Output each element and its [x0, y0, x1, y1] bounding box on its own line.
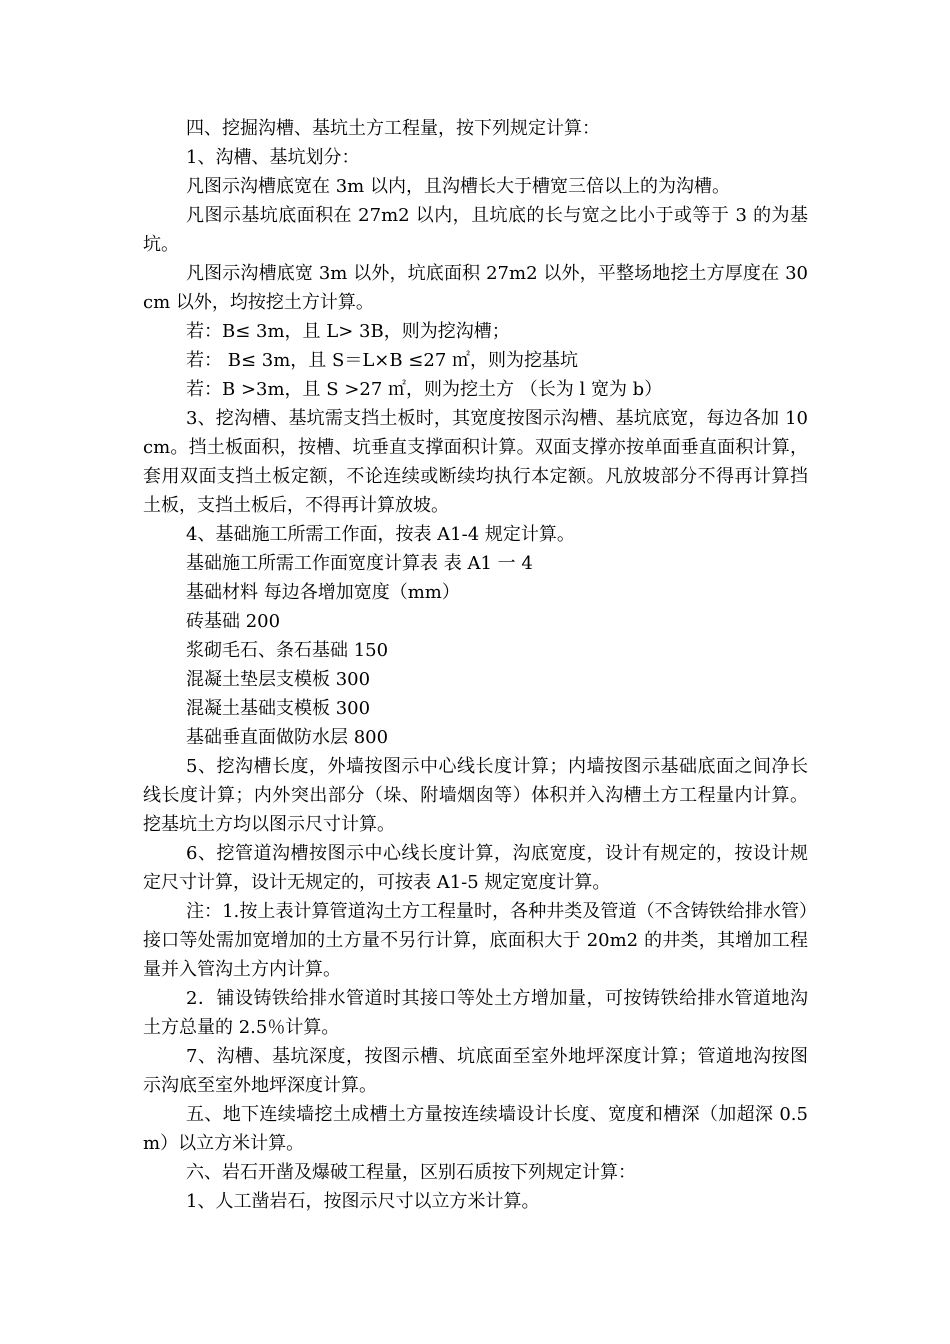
table-line: 混凝土基础支模板 300 — [186, 698, 371, 719]
table-header-line: 基础材料 每边各增加宽度（mm） — [186, 582, 460, 603]
paragraph: 若：B >3m，且 S >27 ㎡，则为挖土方 （长为 l 宽为 b） — [186, 379, 663, 400]
section-heading-5: 五、地下连续墙挖土成槽土方量按连续墙设计长度、宽度和槽深（加超深 0.5m）以立方米计算。 — [143, 1104, 808, 1154]
note-paragraph: 注：1.按上表计算管道沟土方工程量时，各种井类及管道（不含铸铁给排水管）接口等处需加宽增加的土方量不另行计算，底面积大于 20m2 的井类，其增加工程量并入管沟土方内计算。 — [143, 901, 808, 980]
paragraph: 3、挖沟槽、基坑需支挡土板时，其宽度按图示沟槽、基坑底宽，每边各加 10cm。挡土板面积，按槽、坑垂直支撑面积计算。双面支撑亦按单面垂直面积计算，套用双面支挡土板定额，不论连续或断续均执行本定额。凡放坡部分不得再计算挡土板，支挡土板后，不得再计算放坡。 — [143, 408, 808, 516]
paragraph: 若：B≤ 3m，且 L> 3B，则为挖沟槽； — [186, 321, 510, 342]
note-paragraph: 2．铺设铸铁给排水管道时其接口等处土方增加量，可按铸铁给排水管道地沟土方总量的 2.5％计算。 — [143, 988, 808, 1038]
paragraph: 7、沟槽、基坑深度，按图示槽、坑底面至室外地坪深度计算；管道地沟按图示沟底至室外地坪深度计算。 — [143, 1046, 808, 1096]
table-line: 混凝土垫层支模板 300 — [186, 669, 371, 690]
table-line: 浆砌毛石、条石基础 150 — [186, 640, 389, 661]
paragraph: 4、基础施工所需工作面，按表 A1-4 规定计算。 — [186, 524, 575, 545]
paragraph: 若： B≤ 3m，且 S＝L×B ≤27 ㎡，则为挖基坑 — [186, 350, 579, 371]
paragraph: 1、人工凿岩石，按图示尺寸以立方米计算。 — [186, 1191, 540, 1212]
table-line: 砖基础 200 — [186, 611, 281, 632]
paragraph: 凡图示沟槽底宽在 3m 以内，且沟槽长大于槽宽三倍以上的为沟槽。 — [186, 176, 730, 197]
table-caption: 基础施工所需工作面宽度计算表 表 A1 一 4 — [186, 553, 533, 574]
table-line: 基础垂直面做防水层 800 — [186, 727, 389, 748]
paragraph: 凡图示沟槽底宽 3m 以外，坑底面积 27m2 以外，平整场地挖土方厚度在 30cm 以外，均按挖土方计算。 — [143, 263, 808, 313]
paragraph: 6、挖管道沟槽按图示中心线长度计算，沟底宽度，设计有规定的，按设计规定尺寸计算，设计无规定的，可按表 A1-5 规定宽度计算。 — [143, 843, 808, 893]
paragraph: 1、沟槽、基坑划分： — [186, 147, 360, 168]
paragraph: 5、挖沟槽长度，外墙按图示中心线长度计算；内墙按图示基础底面之间净长线长度计算；内外突出部分（垛、附墙烟囱等）体积并入沟槽土方工程量内计算。挖基坑土方均以图示尺寸计算。 — [143, 756, 808, 835]
document-body — [143, 114, 808, 1216]
paragraph: 凡图示基坑底面积在 27m2 以内，且坑底的长与宽之比小于或等于 3 的为基坑。 — [143, 205, 808, 255]
section-heading-4: 四、挖掘沟槽、基坑土方工程量，按下列规定计算： — [186, 118, 600, 139]
section-heading-6: 六、岩石开凿及爆破工程量，区别石质按下列规定计算： — [186, 1162, 636, 1183]
